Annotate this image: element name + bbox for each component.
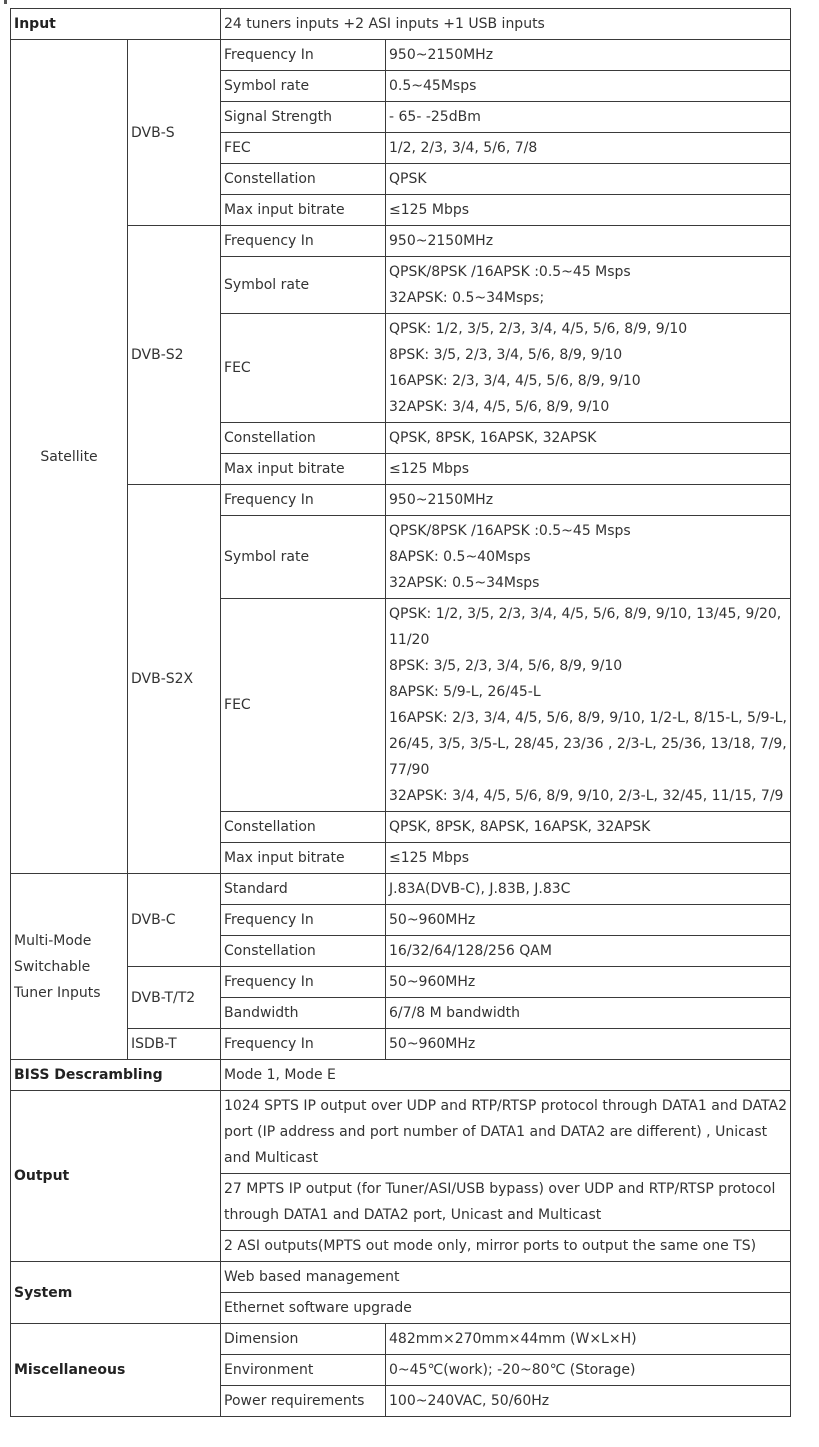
param-name: Symbol rate [221, 257, 386, 314]
param-value: QPSK/8PSK /16APSK :0.5~45 Msps 32APSK: 0.5~34Msps; [386, 257, 791, 314]
param-name: Symbol rate [221, 516, 386, 599]
param-name: Max input bitrate [221, 454, 386, 485]
param-value: 50~960MHz [386, 905, 791, 936]
table-row [11, 1029, 791, 1060]
output-value: 27 MPTS IP output (for Tuner/ASI/USB bypass) over UDP and RTP/RTSP protocol through DATA1 and DATA2 port, Unicast and Multicast [221, 1174, 791, 1231]
param-value: QPSK: 1/2, 3/5, 2/3, 3/4, 4/5, 5/6, 8/9, 9/10 8PSK: 3/5, 2/3, 3/4, 5/6, 8/9, 9/10 16APSK: 2/3, 3/4, 4/5, 5/6, 8/9, 9/10 32APSK: 3/4, 4/5, 5/6, 8/9, 9/10 [386, 314, 791, 423]
param-value: 950~2150MHz [386, 226, 791, 257]
param-name: Environment [221, 1355, 386, 1386]
input-value: 24 tuners inputs +2 ASI inputs +1 USB inputs [221, 9, 791, 40]
param-value: ≤125 Mbps [386, 195, 791, 226]
param-value: 950~2150MHz [386, 40, 791, 71]
param-value: 100~240VAC, 50/60Hz [386, 1386, 791, 1417]
param-name: Constellation [221, 936, 386, 967]
biss-value: Mode 1, Mode E [221, 1060, 791, 1091]
param-value: 0~45℃(work); -20~80℃ (Storage) [386, 1355, 791, 1386]
isdbt-label: ISDB-T [128, 1029, 221, 1060]
param-name: Frequency In [221, 905, 386, 936]
dvbs2-label: DVB-S2 [128, 226, 221, 485]
table-row [11, 1324, 791, 1355]
param-name: Standard [221, 874, 386, 905]
param-value: QPSK/8PSK /16APSK :0.5~45 Msps 8APSK: 0.5~40Msps 32APSK: 0.5~34Msps [386, 516, 791, 599]
param-name: Frequency In [221, 1029, 386, 1060]
param-name: FEC [221, 599, 386, 812]
param-name: Constellation [221, 164, 386, 195]
param-value: J.83A(DVB-C), J.83B, J.83C [386, 874, 791, 905]
table-row [11, 967, 791, 998]
table-row [11, 1060, 791, 1091]
spec-page [10, 8, 791, 1417]
table-row [11, 874, 791, 905]
param-value: - 65- -25dBm [386, 102, 791, 133]
param-name: Max input bitrate [221, 195, 386, 226]
section-biss-label: BISS Descrambling [11, 1060, 221, 1091]
system-value: Ethernet software upgrade [221, 1293, 791, 1324]
param-value: QPSK [386, 164, 791, 195]
param-name: Constellation [221, 812, 386, 843]
param-name: Symbol rate [221, 71, 386, 102]
system-value: Web based management [221, 1262, 791, 1293]
param-value: 6/7/8 M bandwidth [386, 998, 791, 1029]
param-name: Dimension [221, 1324, 386, 1355]
top-edge-mark [4, 0, 7, 4]
param-name: Constellation [221, 423, 386, 454]
table-row [11, 485, 791, 516]
table-row [11, 1262, 791, 1293]
output-value: 1024 SPTS IP output over UDP and RTP/RTSP protocol through DATA1 and DATA2 port (IP address and port number of DATA1 and DATA2 are different) , Unicast and Multicast [221, 1091, 791, 1174]
param-value: 950~2150MHz [386, 485, 791, 516]
param-name: Max input bitrate [221, 843, 386, 874]
param-name: FEC [221, 314, 386, 423]
param-name: FEC [221, 133, 386, 164]
section-misc-label: Miscellaneous [11, 1324, 221, 1417]
table-row [11, 40, 791, 71]
dvbc-label: DVB-C [128, 874, 221, 967]
dvbt-label: DVB-T/T2 [128, 967, 221, 1029]
param-name: Signal Strength [221, 102, 386, 133]
section-output-label: Output [11, 1091, 221, 1262]
param-value: 1/2, 2/3, 3/4, 5/6, 7/8 [386, 133, 791, 164]
param-value: 0.5~45Msps [386, 71, 791, 102]
param-name: Frequency In [221, 226, 386, 257]
param-name: Power requirements [221, 1386, 386, 1417]
param-name: Frequency In [221, 967, 386, 998]
section-input-label: Input [11, 9, 221, 40]
param-value: 50~960MHz [386, 1029, 791, 1060]
output-value: 2 ASI outputs(MPTS out mode only, mirror ports to output the same one TS) [221, 1231, 791, 1262]
param-name: Bandwidth [221, 998, 386, 1029]
spec-table [10, 8, 791, 1417]
param-value: QPSK: 1/2, 3/5, 2/3, 3/4, 4/5, 5/6, 8/9, 9/10, 13/45, 9/20, 11/20 8PSK: 3/5, 2/3, 3/4, 5/6, 8/9, 9/10 8APSK: 5/9-L, 26/45-L 16APSK: 2/3, 3/4, 4/5, 5/6, 8/9, 9/10, 1/2-L, 8/15-L, 5/9-L, 26/45, 3/5, 3/5-L, 28/45, 23/36 , 2/3-L, 25/36, 13/18, 7/9, 77/90 32APSK: 3/4, 4/5, 5/6, 8/9, 9/10, 2/3-L, 32/45, 11/15, 7/9 [386, 599, 791, 812]
param-value: 482mm×270mm×44mm (W×L×H) [386, 1324, 791, 1355]
section-system-label: System [11, 1262, 221, 1324]
param-value: 16/32/64/128/256 QAM [386, 936, 791, 967]
param-value: ≤125 Mbps [386, 843, 791, 874]
param-name: Frequency In [221, 40, 386, 71]
table-row [11, 1091, 791, 1174]
section-multimode-label: Multi-Mode Switchable Tuner Inputs [11, 874, 128, 1060]
param-name: Frequency In [221, 485, 386, 516]
dvbs2x-label: DVB-S2X [128, 485, 221, 874]
param-value: QPSK, 8PSK, 16APSK, 32APSK [386, 423, 791, 454]
table-row [11, 226, 791, 257]
param-value: ≤125 Mbps [386, 454, 791, 485]
param-value: 50~960MHz [386, 967, 791, 998]
section-satellite-label: Satellite [11, 40, 128, 874]
param-value: QPSK, 8PSK, 8APSK, 16APSK, 32APSK [386, 812, 791, 843]
table-row [11, 9, 791, 40]
dvbs-label: DVB-S [128, 40, 221, 226]
